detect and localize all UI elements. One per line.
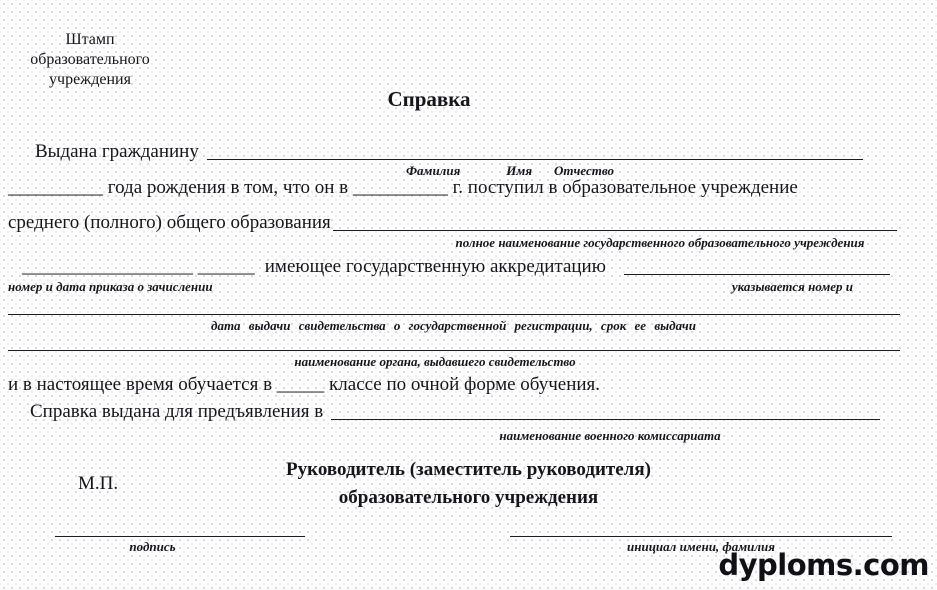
signatory-heading-line2: образовательного учреждения — [338, 487, 599, 508]
name-caption-row — [406, 163, 614, 178]
blank-full-name — [207, 159, 863, 160]
caption-registration: дата выдачи свидетельства о государственной регистрации, срок ее выдачи — [211, 318, 696, 333]
caption-institution-name: полное наименование государственного образовательного учреждения — [455, 235, 865, 250]
blank-military-commissariat — [331, 419, 880, 420]
stamp-line: Штамп — [65, 31, 115, 48]
education-type-line — [8, 212, 897, 234]
stamp-block — [14, 30, 166, 90]
signatory-heading — [0, 456, 937, 512]
stamp-mark: М.П. — [78, 473, 119, 494]
current-grade-text: и в настоящее время обучается в _____ классе по очной форме обучения. — [8, 374, 601, 395]
blank-accreditation-number — [624, 274, 890, 275]
caption-authority: наименование органа, выдавшего свидетельство — [294, 354, 576, 369]
accreditation-text: имеющее государственную аккредитацию — [264, 256, 606, 277]
current-grade-line — [8, 374, 600, 396]
caption-military-commissariat: наименование военного комиссариата — [499, 428, 721, 443]
issued-to-text: Выдана гражданину — [35, 141, 199, 162]
caption-patronymic: Отчество — [554, 163, 614, 178]
caption-surname: Фамилия — [406, 163, 461, 178]
stamp-line: образовательного — [30, 51, 150, 68]
doc-title: Справка — [387, 87, 471, 111]
blank-registration-line — [8, 314, 900, 315]
caption-signature: подпись — [129, 539, 176, 554]
accreditation-line — [22, 256, 890, 278]
signature-block-left — [55, 523, 305, 554]
signature-line-left — [55, 523, 305, 537]
watermark: dyploms.com — [718, 548, 929, 582]
education-type-text: среднего (полного) общего образования — [8, 212, 331, 233]
signatory-heading-line1: Руководитель (заместитель руководителя) — [286, 459, 651, 480]
blank-institution-name — [333, 230, 897, 231]
caption-enrollment-order: номер и дата приказа о зачислении — [8, 279, 213, 294]
blank-authority-line — [8, 350, 900, 351]
caption-initials: инициал имени, фамилия — [627, 539, 775, 554]
caption-accreditation-number: указывается номер и — [731, 279, 853, 294]
issued-to-line — [35, 141, 863, 163]
blank-enrollment-order: __________________ ______ — [22, 256, 255, 277]
presentation-text: Справка выдана для предъявления в — [30, 401, 324, 422]
birth-year-text: __________ года рождения в том, что он в __________ г. поступил в образовательное учреждение — [8, 177, 798, 198]
signature-line-right — [510, 523, 892, 537]
presentation-line — [30, 401, 880, 423]
birth-year-line — [8, 177, 798, 199]
caption-first-name: Имя — [506, 163, 533, 178]
stamp-line: учреждения — [49, 71, 131, 88]
